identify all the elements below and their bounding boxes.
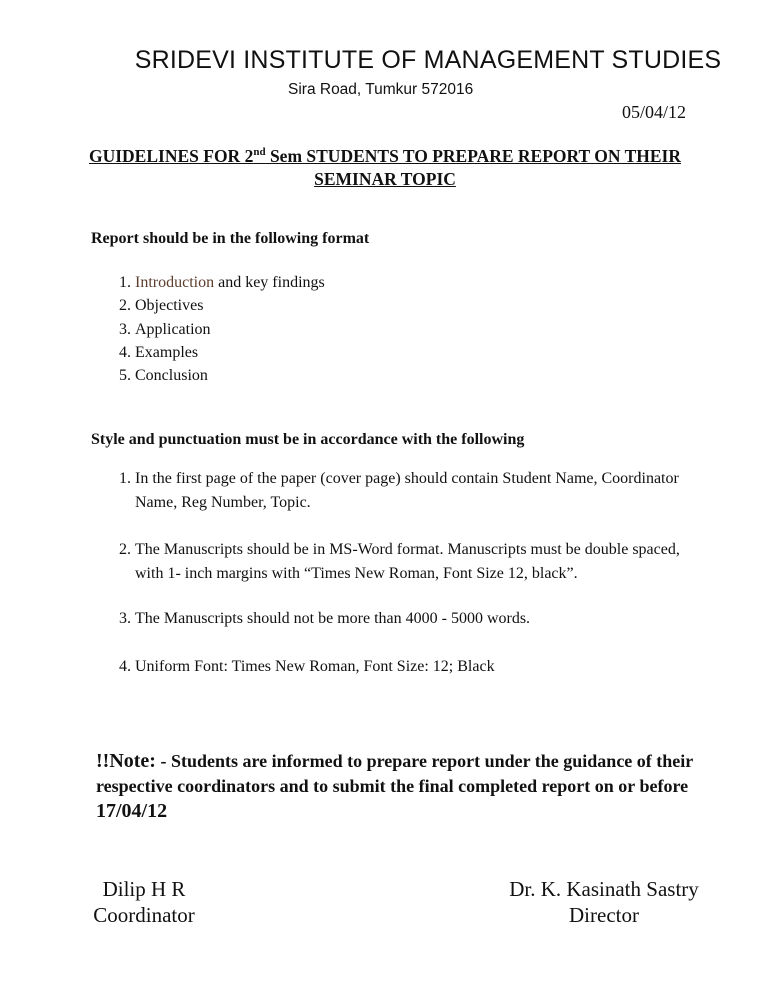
title-line2: SEMINAR TOPIC [314,169,456,189]
note-paragraph [96,749,736,824]
title-part1: GUIDELINES FOR 2 [88,146,254,166]
document-date: 05/04/12 [622,102,687,122]
rule-number: 2. [119,541,131,558]
rule-text-line1: Uniform Font: Times New Roman, Font Size: 12; Black [135,658,495,675]
list-text: and key findings [214,274,325,291]
list-number: 1. [119,274,131,291]
rule-text-line1: The Manuscripts should not be more than 4000 - 5000 words. [135,610,531,627]
rule-text-line2: Name, Reg Number, Topic. [135,494,311,511]
title-part2: Sem STUDENTS TO PREPARE REPORT ON THEIR [265,146,681,166]
institute-name: SRIDEVI INSTITUTE OF MANAGEMENT STUDIES [134,46,722,74]
style-section-heading: Style and punctuation must be in accordance with the following [91,431,525,448]
list-text: Examples [135,344,199,361]
director-name: Dr. K. Kasinath Sastry [509,877,699,901]
list-number: 2. [119,297,131,314]
rule-number: 4. [119,658,131,675]
director-signature-block [498,876,710,928]
coordinator-name: Dilip H R [102,877,186,901]
document-title [60,145,710,191]
note-deadline: 17/04/12 [96,800,168,822]
coordinator-signature-block [88,876,200,928]
list-number: 5. [119,367,131,384]
coordinator-role: Coordinator [93,903,195,927]
rule-number: 3. [119,610,131,627]
format-section-heading: Report should be in the following format [91,230,370,247]
rule-number: 1. [119,470,131,487]
list-text-accent: Introduction [135,274,215,291]
rule-text-line1: The Manuscripts should be in MS-Word format. Manuscripts must be double spaced, [135,541,680,558]
rule-text-line1: In the first page of the paper (cover page) should contain Student Name, Coordinator [135,470,679,487]
institute-address: Sira Road, Tumkur 572016 [288,81,474,98]
rule-text-line2: with 1- inch margins with “Times New Roman, Font Size 12, black”. [135,565,578,582]
note-label: !!Note: [96,750,156,772]
director-role: Director [569,903,639,927]
note-text: - Students are informed to prepare report under the guidance of their respective coordinators and to submit the final completed report on or before [96,751,693,796]
list-number: 3. [119,321,131,338]
title-superscript: nd [253,146,266,159]
list-number: 4. [119,344,131,361]
list-text: Conclusion [135,367,208,384]
list-text: Application [135,321,211,338]
list-text: Objectives [135,297,204,314]
